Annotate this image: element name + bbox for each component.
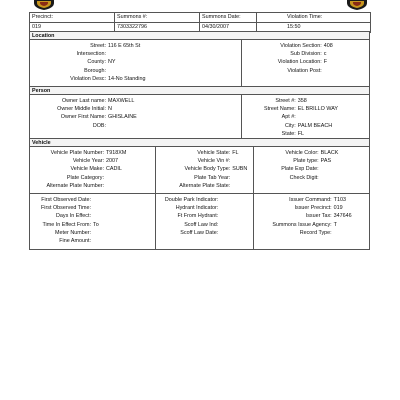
field-row <box>30 97 241 105</box>
field-label: Vehicle Year: <box>72 157 104 164</box>
field-row <box>30 50 241 58</box>
location-right-col <box>242 40 369 87</box>
field-label: Borough: <box>84 67 106 74</box>
field-row <box>30 113 241 121</box>
field-label: Sub Division: <box>290 50 322 57</box>
field-row <box>30 157 155 165</box>
field-label: Street: <box>90 42 106 49</box>
precinct-label: Precinct: <box>30 13 115 23</box>
field-row <box>156 196 252 204</box>
field-value: GHISLAINE <box>108 114 137 121</box>
field-row <box>242 97 369 105</box>
field-row <box>254 221 369 229</box>
field-label: Ft From Hydrant: <box>177 213 219 220</box>
person-right-col <box>242 95 369 139</box>
field-row <box>30 165 155 173</box>
vehicle-col-3 <box>254 147 369 193</box>
field-label: Time In Effect From: <box>42 221 91 228</box>
field-row <box>30 221 155 229</box>
field-row <box>254 212 369 220</box>
field-label: Street Name: <box>263 105 296 112</box>
field-label: Hydrant Indicator: <box>175 204 219 211</box>
field-value: 019 <box>333 204 343 211</box>
location-section <box>29 31 370 88</box>
field-label: Vehicle State: <box>197 149 231 156</box>
field-value: MAXWELL <box>108 97 135 104</box>
field-value: 14-No Standing <box>108 76 146 83</box>
field-label: Violation Location: <box>277 59 322 66</box>
header-table <box>29 12 371 33</box>
field-label: Apt #: <box>281 114 296 121</box>
violation-time-label: Violation Time: <box>257 13 371 23</box>
person-section <box>29 86 370 140</box>
person-title: Person <box>30 87 369 95</box>
field-row <box>30 196 155 204</box>
field-row <box>30 42 241 50</box>
field-label: Vehicle Color: <box>285 149 319 156</box>
field-label: Scoff Law Ind: <box>184 221 219 228</box>
field-row <box>156 182 252 190</box>
field-row <box>242 50 369 58</box>
summons-date-label: Summons Date: <box>200 13 257 23</box>
field-value: N <box>108 105 112 112</box>
field-value: c <box>323 50 327 57</box>
person-left-col <box>30 95 242 139</box>
field-row <box>156 165 252 173</box>
field-row <box>242 42 369 50</box>
field-label: Days In Effect: <box>56 213 91 220</box>
summons-value: 7303322796 <box>115 23 200 33</box>
vehicle-title: Vehicle <box>30 139 369 147</box>
field-value: 358 <box>297 97 307 104</box>
field-value: PALM BEACH <box>297 122 333 129</box>
field-value: FL <box>232 149 239 156</box>
field-value: 347646 <box>333 213 352 220</box>
field-label: Record Type: <box>299 230 332 237</box>
field-row <box>30 212 155 220</box>
field-row <box>156 157 252 165</box>
field-label: Meter Number: <box>55 230 91 237</box>
field-value: PAS <box>320 157 332 164</box>
badge-left-icon <box>33 0 55 10</box>
field-row <box>254 229 369 237</box>
field-row <box>30 149 155 157</box>
field-row <box>30 105 241 113</box>
location-left-col <box>30 40 242 87</box>
field-value: EL BRILLO WAY <box>297 105 338 112</box>
field-label: Scoff Law Date: <box>180 230 219 237</box>
field-value: 408 <box>323 42 333 49</box>
field-label: Plate Category: <box>66 174 104 181</box>
field-label: First Observed Time: <box>40 204 91 211</box>
location-title: Location <box>30 32 369 40</box>
field-label: Alternate Plate Number: <box>46 183 104 190</box>
field-label: Owner First Name: <box>60 114 106 121</box>
field-value: NY <box>108 59 116 66</box>
field-label: Issuer Command: <box>289 196 332 203</box>
vehicle-section <box>29 138 370 194</box>
field-label: Vehicle Vin #: <box>197 157 231 164</box>
summons-label: Summons #: <box>115 13 200 23</box>
field-value: BLACK <box>320 149 339 156</box>
field-label: Vehicle Make: <box>70 166 104 173</box>
field-row <box>156 229 252 237</box>
field-value: F <box>323 59 328 66</box>
field-row <box>30 204 155 212</box>
field-label: Plate Tab Year: <box>194 174 231 181</box>
field-label: Check Digit: <box>289 174 319 181</box>
field-row <box>30 58 241 66</box>
field-label: State: <box>281 131 296 138</box>
field-row <box>254 204 369 212</box>
field-row <box>242 58 369 66</box>
field-row <box>242 113 369 121</box>
field-row <box>30 237 155 245</box>
field-row <box>30 182 155 190</box>
field-row <box>254 165 369 173</box>
field-label: Vehicle Plate Number: <box>50 149 104 156</box>
field-label: Issuer Tax: <box>305 213 332 220</box>
field-label: Intersection: <box>76 50 106 57</box>
field-row <box>30 67 241 75</box>
field-value: To <box>93 221 99 228</box>
field-row <box>30 229 155 237</box>
field-label: Fine Amount: <box>59 238 91 245</box>
field-label: Double Park Indicator: <box>164 196 219 203</box>
field-value: 2007 <box>106 157 118 164</box>
field-value: FL <box>297 131 305 138</box>
field-value: SUBN <box>232 166 248 173</box>
field-label: Vehicle Body Type: <box>184 166 231 173</box>
field-label: County: <box>87 59 106 66</box>
field-label: Street #: <box>275 97 296 104</box>
field-row <box>156 204 252 212</box>
field-row <box>242 122 369 130</box>
field-label: Violation Desc: <box>70 76 106 83</box>
field-label: Owner Middle Initial: <box>57 105 106 112</box>
observation-section <box>29 193 370 250</box>
field-label: Violation Section: <box>280 42 322 49</box>
field-label: DOB: <box>92 122 106 129</box>
field-row <box>254 196 369 204</box>
field-label: Issuer Precinct: <box>294 204 332 211</box>
field-row <box>254 149 369 157</box>
field-row <box>254 174 369 182</box>
field-value: T <box>333 221 337 228</box>
field-value: T103 <box>333 196 346 203</box>
field-row <box>30 75 241 83</box>
violation-time-value: 15:50 <box>257 23 371 33</box>
field-value: 116 E 65th St <box>108 42 141 49</box>
badge-right-icon <box>346 0 368 10</box>
field-label: Owner Last name: <box>61 97 106 104</box>
field-row <box>156 174 252 182</box>
field-row <box>254 157 369 165</box>
field-label: Violation Post: <box>287 67 322 74</box>
vehicle-col-1 <box>30 147 156 193</box>
field-row <box>156 212 252 220</box>
field-label: Summons Issue Agency: <box>272 221 332 228</box>
observation-col-2 <box>156 194 253 249</box>
field-label: Plate type: <box>293 157 319 164</box>
field-label: City: <box>284 122 296 129</box>
field-row <box>156 149 252 157</box>
field-label: Alternate Plate State: <box>179 183 231 190</box>
precinct-value: 019 <box>30 23 115 33</box>
field-row <box>242 67 369 75</box>
observation-col-1 <box>30 194 156 249</box>
field-row <box>30 122 241 130</box>
field-row <box>30 174 155 182</box>
field-label: First Observed Date: <box>41 196 91 203</box>
field-value: T918XM <box>106 149 127 156</box>
field-row <box>156 221 252 229</box>
field-label: Plate Exp Date: <box>281 166 319 173</box>
vehicle-col-2 <box>156 147 253 193</box>
field-value: CADIL <box>106 166 122 173</box>
observation-col-3 <box>254 194 369 249</box>
summons-date-value: 04/30/2007 <box>200 23 257 33</box>
field-row <box>242 105 369 113</box>
